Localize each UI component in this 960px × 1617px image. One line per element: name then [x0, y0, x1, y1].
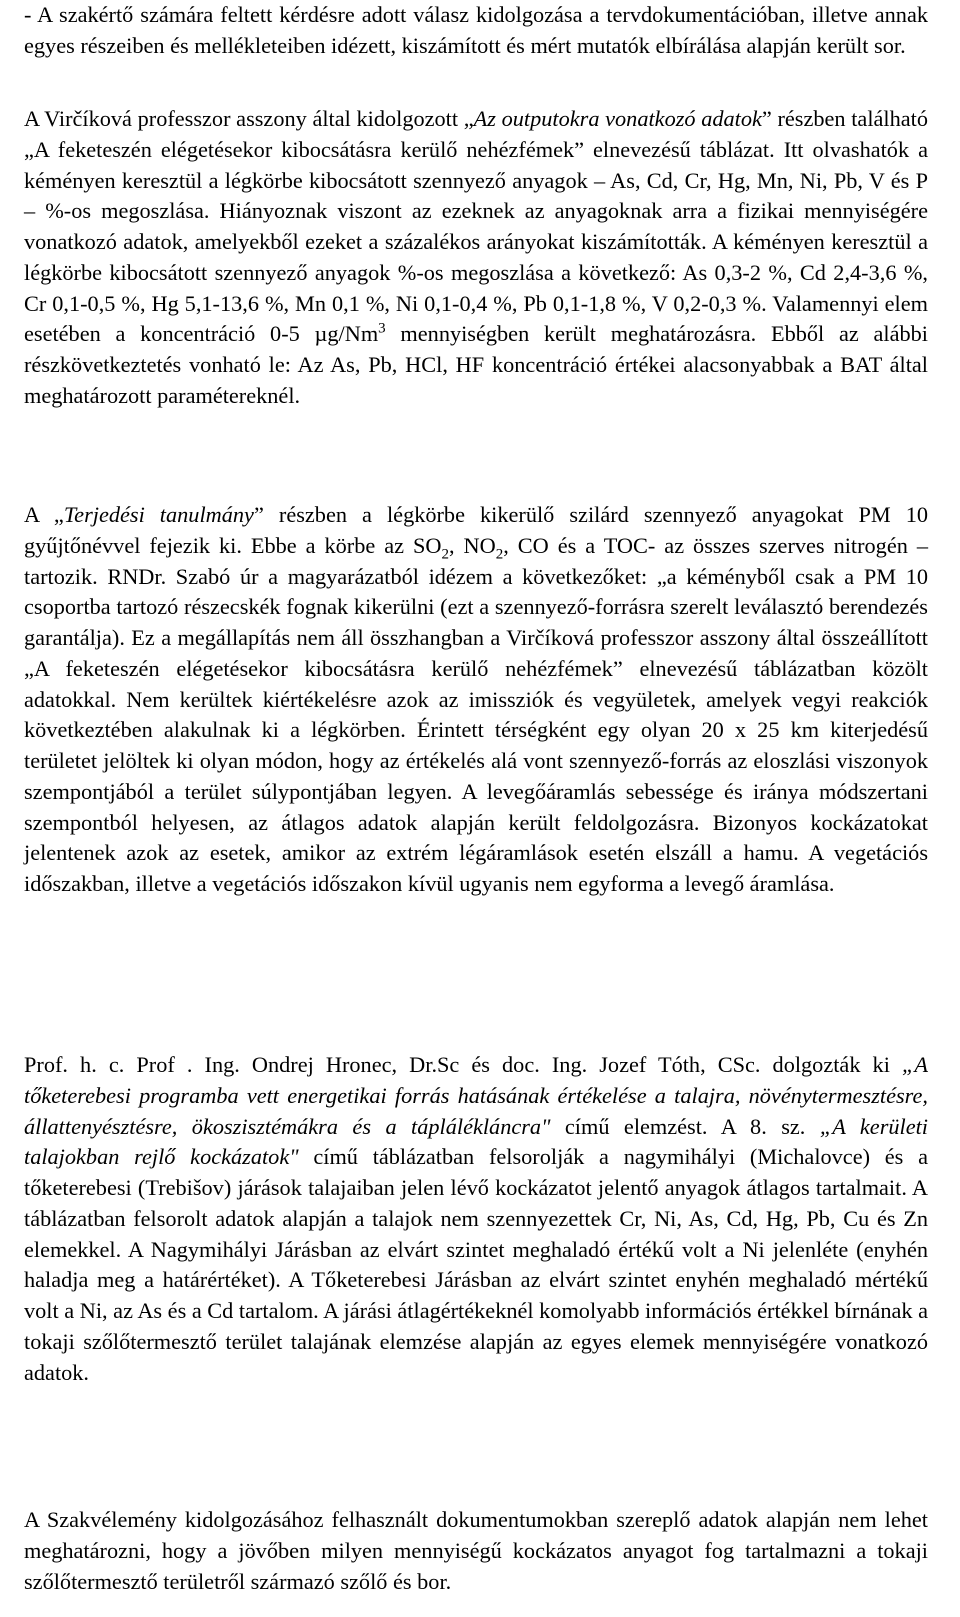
paragraph-3-subscript-no2: 2 [495, 546, 504, 563]
paragraph-2-text-e: mennyiségben került meghatározásra. Ebből az alábbi részkövetkeztetés vonható le: Az As, Pb, HCl, HF koncentráció értékei alacsonyabbak a BAT által meghatározott paramétereknél. [24, 321, 928, 408]
paragraph-5 [24, 1505, 928, 1597]
paragraph-3-italic-title: Terjedési tanulmány [63, 502, 254, 527]
paragraph-2 [24, 104, 928, 412]
paragraph-2-superscript: 3 [378, 320, 386, 337]
paragraph-4-text-c: című elemzést. A 8. sz. [550, 1113, 820, 1139]
paragraph-2-italic-title: Az outputokra vonatkozó adatok [473, 106, 762, 131]
paragraph-3-subscript-so2: 2 [441, 546, 449, 563]
paragraph-2-text-a: A Virčíková professzor asszony által kidolgozott „ [24, 106, 474, 131]
paragraph-1-text: - A szakértő számára feltett kérdésre adott válasz kidolgozása a tervdokumentációban, illetve annak egyes részeiben és mellékleteiben idézett, kiszámított és mért mutatók elbírálása alapján került sor. [24, 2, 928, 58]
paragraph-4-italic-table-title: „A kerületi talajokban rejlő kockázatok" [24, 1113, 928, 1170]
paragraph-4-italic-title: „A tőketerebesi programba vett energetikai forrás hatásának értékelése a talajra, növénytermesztésre, állattenyésztésre, ökoszisztémákra és a táplálékláncra" [24, 1052, 928, 1139]
paragraph-3-text-e: , NO [449, 532, 496, 558]
paragraph-4 [24, 1050, 928, 1388]
paragraph-3-text-g: , CO és a TOC- az összes szerves nitrogén – tartozik. RNDr. Szabó úr a magyarázatból idézem a következőket: „a kéményből csak a PM 10 csoportba tartozó részecskék fognak kikerülni (ezt a szennyező-forrásra szerelt leválasztó berendezés garantálja). Ez a megállapítás nem áll összhangban a Virčíková professzor asszony által összeállított „A feketeszén elégetésekor kibocsátásra kerülő nehézfémek” elnevezésű táblázatban közölt adatokkal. Nem kerültek kiértékelésre azok az imissziók és vegyületek, amelyek vegyi reakciók következtében alakulnak ki a légkörben. Érintett térségként egy olyan 20 x 25 km kiterjedésű területet jelöltek ki olyan módon, hogy az értékelés alá vont szennyező-forrás az eloszlási viszonyok szempontjából a terület súlypontjában legyen. A levegőáramlás sebessége és iránya módszertani szempontból helyesen, az átlagos adatok alapján került feldolgozásra. Bizonyos kockázatokat jelentenek azok az esetek, amikor az extrém légáramlások esetén elszáll a hamu. A vegetációs időszakban, illetve a vegetációs időszakon kívül ugyanis nem egyforma a levegő áramlása. [24, 532, 928, 896]
paragraph-5-text: A Szakvélemény kidolgozásához felhasznált dokumentumokban szereplő adatok alapján nem lehet meghatározni, hogy a jövőben milyen mennyiségű kockázatos anyagot fog tartalmazni a tokaji szőlőtermesztő területről származó szőlő és bor. [24, 1507, 928, 1594]
paragraph-3 [24, 500, 928, 900]
paragraph-4-text-e: című táblázatban felsorolják a nagymihályi (Michalovce) és a tőketerebesi (Trebišov) járások talajaiban jelen lévő kockázatot jelentő anyagok átlagos tartalmait. A táblázatban felsorolt adatok alapján a talajok nem szennyezettek Cr, Ni, As, Cd, Hg, Pb, Cu és Zn elemekkel. A Nagymihályi Járásban az elvárt szintet meghaladó értékű volt a Ni jelenléte (enyhén haladja meg a határértéket). A Tőketerebesi Járásban az elvárt szintet enyhén meghaladó mértékű volt a Ni, az As és a Cd tartalom. A járási átlagértékeknél komolyabb információs értékkel bírnának a tokaji szőlőtermesztő terület talajának elemzése alapján az egyes elemek mennyiségére vonatkozó adatok. [24, 1144, 929, 1385]
paragraph-3-text-a: A „ [24, 502, 64, 527]
paragraph-4-text-a: Prof. h. c. Prof . Ing. Ondrej Hronec, Dr.Sc és doc. Ing. Jozef Tóth, CSc. dolgozták ki [24, 1052, 902, 1077]
paragraph-3-text-c: ” részben a légkörbe kikerülő szilárd szennyező anyagokat PM 10 gyűjtőnévvel fejezik ki. Ebbe a körbe az SO [24, 502, 929, 558]
paragraph-1 [24, 0, 928, 62]
paragraph-2-text-c: ” részben található „A feketeszén elégetésekor kibocsátásra kerülő nehézfémek” elnevezésű táblázat. Itt olvashatók a kéményen keresztül a légkörbe kibocsátott szennyező anyagok – As, Cd, Cr, Hg, Mn, Ni, Pb, V és P – %-os megoszlása. Hiányoznak viszont az ezeknek az anyagoknak arra a fizikai mennyiségére vonatkozó adatok, amelyekből ezeket a százalékos arányokat kiszámították. A kéményen keresztül a légkörbe kibocsátott szennyező anyagok %-os megoszlása a következő: As 0,3-2 %, Cd 2,4-3,6 %, Cr 0,1-0,5 %, Hg 5,1-13,6 %, Mn 0,1 %, Ni 0,1-0,4 %, Pb 0,1-1,8 %, V 0,2-0,3 %. Valamennyi elem esetében a koncentráció 0-5 µg/Nm [24, 106, 929, 347]
